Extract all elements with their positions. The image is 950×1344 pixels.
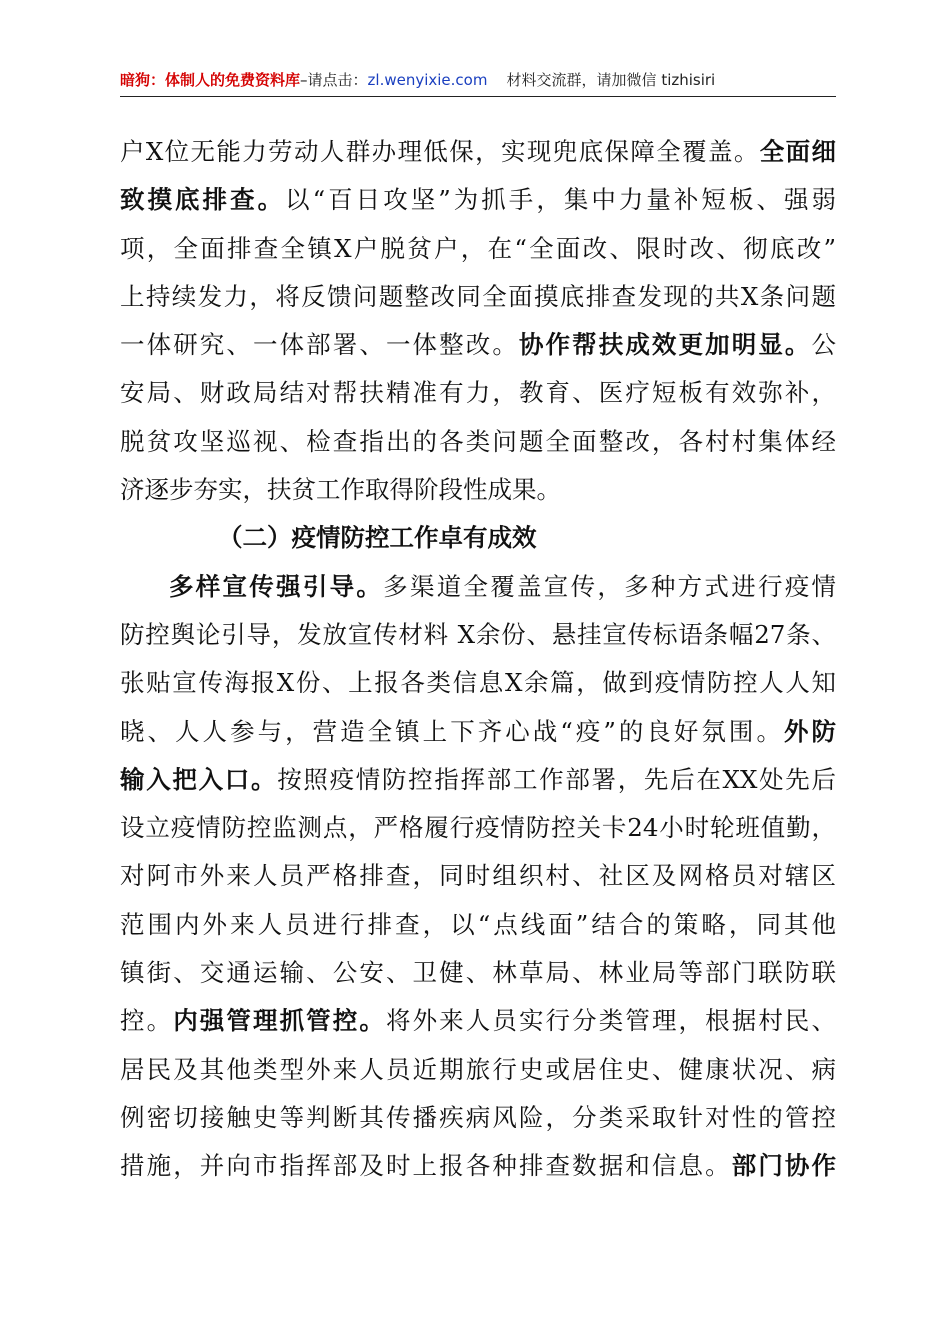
text-line: 对阿市外来人员严格排查，同时组织村、社区及网格员对辖区	[120, 861, 836, 891]
text-line: 设立疫情防控监测点，严格履行疫情防控关卡24小时轮班值勤，	[120, 813, 836, 843]
text-line: 项，全面排查全镇X户脱贫户，在“全面改、限时改、彻底改”	[120, 233, 836, 263]
text-line: 上持续发力，将反馈问题整改同全面摸底排查发现的共X条问题	[120, 281, 836, 311]
text-line: 控。内强管理抓管控。将外来人员实行分类管理，根据村民、	[120, 1006, 836, 1036]
text-line: 一体研究、一体部署、一体整改。协作帮扶成效更加明显。公	[120, 330, 836, 360]
text-line: 济逐步夯实，扶贫工作取得阶段性成果。	[120, 475, 561, 505]
header-site-name: 暗狗：体制人的免费资料库	[120, 71, 301, 89]
text-line: 居民及其他类型外来人员近期旅行史或居住史、健康状况、病	[120, 1054, 836, 1084]
text-line: 多样宣传强引导。多渠道全覆盖宣传，多种方式进行疫情	[169, 571, 836, 601]
text-line: 范围内外来人员进行排查，以“点线面”结合的策略，同其他	[120, 909, 836, 939]
header-wechat-note: 材料交流群，请加微信 tizhisiri	[506, 71, 716, 89]
header-click-prompt: –请点击：	[300, 71, 368, 89]
document-body	[120, 128, 836, 1191]
text-line: 防控舆论引导，发放宣传材料 X余份、悬挂宣传标语条幅27条、	[120, 619, 836, 649]
text-line: 脱贫攻坚巡视、检查指出的各类问题全面整改，各村村集体经	[120, 426, 836, 456]
text-line: 张贴宣传海报X份、上报各类信息X余篇，做到疫情防控人人知	[120, 668, 836, 698]
page-header	[120, 64, 836, 97]
text-line: 户X位无能力劳动人群办理低保，实现兜底保障全覆盖。全面细	[120, 137, 836, 166]
text-line: 镇街、交通运输、公安、卫健、林草局、林业局等部门联防联	[120, 958, 836, 988]
text-line: 例密切接触史等判断其传播疾病风险，分类采取针对性的管控	[120, 1102, 836, 1132]
text-line: 措施，并向市指挥部及时上报各种排查数据和信息。部门协作	[120, 1151, 836, 1181]
text-line: 晓、人人参与，营造全镇上下齐心战“疫”的良好氛围。外防	[120, 716, 836, 746]
section-heading: （二）疫情防控工作卓有成效	[218, 523, 537, 553]
header-link[interactable]: zl.wenyixie.com	[367, 71, 488, 89]
text-line: 输入把入口。按照疫情防控指挥部工作部署，先后在XX处先后	[120, 764, 836, 794]
text-line: 安局、财政局结对帮扶精准有力，教育、医疗短板有效弥补，	[120, 378, 836, 408]
text-line: 致摸底排查。以“百日攻坚”为抓手，集中力量补短板、强弱	[120, 185, 836, 215]
